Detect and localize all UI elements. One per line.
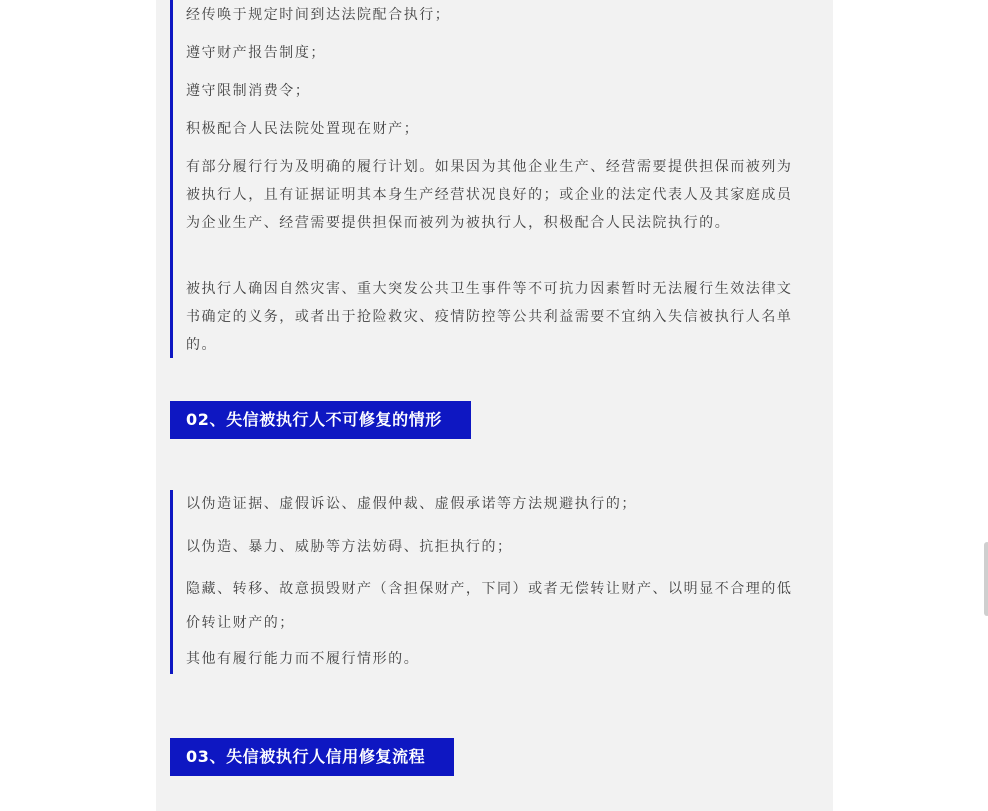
list-item: 遵守限制消费令；	[186, 83, 311, 99]
section-heading-02: 02、失信被执行人不可修复的情形	[170, 401, 471, 439]
section-heading-03: 03、失信被执行人信用修复流程	[170, 738, 454, 776]
list-item: 被执行人确因自然灾害、重大突发公共卫生事件等不可抗力因素暂时无法履行生效法律文书确定的义务，或者出于抢险救灾、疫情防控等公共利益需要不宜纳入失信被执行人名单的。	[186, 281, 793, 353]
restorable-conditions-list	[170, 0, 810, 358]
non-restorable-conditions-list	[170, 490, 810, 674]
scrollbar-thumb[interactable]	[984, 542, 988, 616]
list-item: 隐藏、转移、故意损毁财产（含担保财产，下同）或者无偿转让财产、以明显不合理的低价转让财产的；	[186, 581, 793, 631]
list-item: 积极配合人民法院处置现在财产；	[186, 121, 420, 137]
list-item: 其他有履行能力而不履行情形的。	[186, 651, 420, 667]
list-item: 有部分履行行为及明确的履行计划。如果因为其他企业生产、经营需要提供担保而被列为被执行人，且有证据证明其本身生产经营状况良好的；或企业的法定代表人及其家庭成员为企业生产、经营需要提供担保而被列为被执行人，积极配合人民法院执行的。	[186, 159, 793, 231]
list-item: 以伪造、暴力、威胁等方法妨碍、抗拒执行的；	[186, 539, 513, 555]
list-item: 经传唤于规定时间到达法院配合执行；	[186, 7, 451, 23]
list-item: 遵守财产报告制度；	[186, 45, 326, 61]
list-item: 以伪造证据、虚假诉讼、虚假仲裁、虚假承诺等方法规避执行的；	[186, 496, 637, 512]
